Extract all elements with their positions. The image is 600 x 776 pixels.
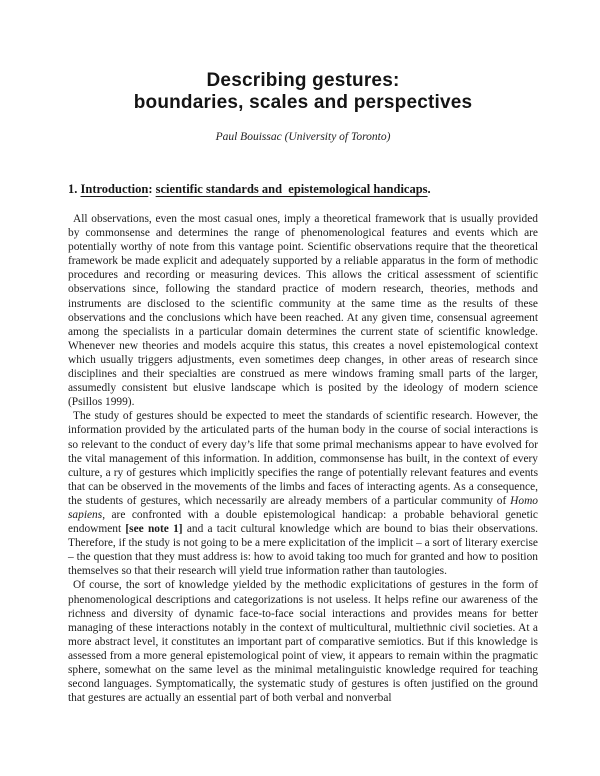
paper-title-line2: boundaries, scales and perspectives bbox=[133, 92, 473, 113]
paper-title-line1: Describing gestures: bbox=[206, 70, 400, 91]
paragraph-2-text-c: and a tacit cultural knowledge which are bound to bias their observations. Therefore, if the study is not going to be a mere explicitation of the implicit – a sort of literary exercise – the question that they must address is: how to avoid taking too much for granted and how to position themselves so that their research will yield true information rather than tautologies. bbox=[68, 523, 538, 578]
section-heading-subtitle: scientific standards and epistemological handicaps bbox=[155, 182, 428, 196]
paragraph-2-text-b: , are confronted with a double epistemological handicap: a probable behavioral genetic endowment bbox=[68, 508, 538, 536]
paragraph-2-text-a: The study of gestures should be expected to meet the standards of scientific research. However, the information provided by the articulated parts of the human body in the course of social interactions is so relevant to the conduct of every day’s life that some primal mechanisms appear to have evolved for the vital management of this information. In addition, commonsense has built, in the context of every culture, a ry of gestures which implicitly specifies the range of potentially relevant features and events that can be observed in the movements of the limbs and faces of interacting agents. As a consequence, the students of gestures, which necessarily are already members of a particular community of bbox=[68, 410, 538, 507]
section-number: 1. bbox=[68, 182, 81, 196]
section-heading-intro: Introduction bbox=[80, 182, 149, 196]
paragraph-3: Of course, the sort of knowledge yielded by the methodic explicitations of gestures in the form of phenomenological descriptions and categorizations is not useless. It helps refine our awareness of the richness and diversity of dynamic face-to-face social interactions and provides means for better managing of these interactions notably in the context of multicultural, multiethnic civil societies. At a more abstract level, it constitutes an important part of comparative semiotics. But if this knowledge is assessed from a more general epistemological point of view, it appears to remain within the pragmatic sphere, somewhat on the same level as the minimal metalinguistic knowledge required for teaching second languages. Symptomatically, the systematic study of gestures is often justified on the ground that gestures are actually an essential part of both verbal and nonverbal bbox=[68, 579, 538, 705]
section-heading-period: . bbox=[427, 182, 431, 196]
section-heading-separator: : bbox=[148, 182, 156, 196]
section-heading bbox=[68, 182, 538, 197]
note-reference-bold: [see note 1] bbox=[125, 523, 183, 536]
species-name-italic: Homo sapiens bbox=[68, 494, 538, 521]
paper-body bbox=[68, 212, 538, 705]
paper-author: Paul Bouissac (University of Toronto) bbox=[215, 131, 391, 143]
paper-title bbox=[68, 70, 538, 114]
paragraph-1: All observations, even the most casual ones, imply a theoretical framework that is usually provided by commonsense and determines the range of phenomenological features and events which are potentially worthy of note from this vantage point. Scientific observations require that the theoretical framework be made explicit and adequately supported by a reliable apparatus in the form of methodic procedures and recording or measuring devices. This allows the critical assessment of scientific observations since, following the standard practice of modern research, theories, methods and instruments are disclosed to the scientific community at the same time as the results of these observations and the conclusions which have been reached. At any given time, consensual agreement among the specialists in a particular domain determines the current state of scientific knowledge. Whenever new theories and models acquire this status, this creates a novel epistemological context which usually triggers adjustments, even sometimes deep changes, in other areas of research since disciplines and their specialties are construed as mere windows framing small parts of the larger, assumedly consistent but elusive landscape which is posited by the ideology of modern science (Psillos 1999). bbox=[68, 213, 538, 409]
paragraph-2 bbox=[68, 409, 538, 578]
